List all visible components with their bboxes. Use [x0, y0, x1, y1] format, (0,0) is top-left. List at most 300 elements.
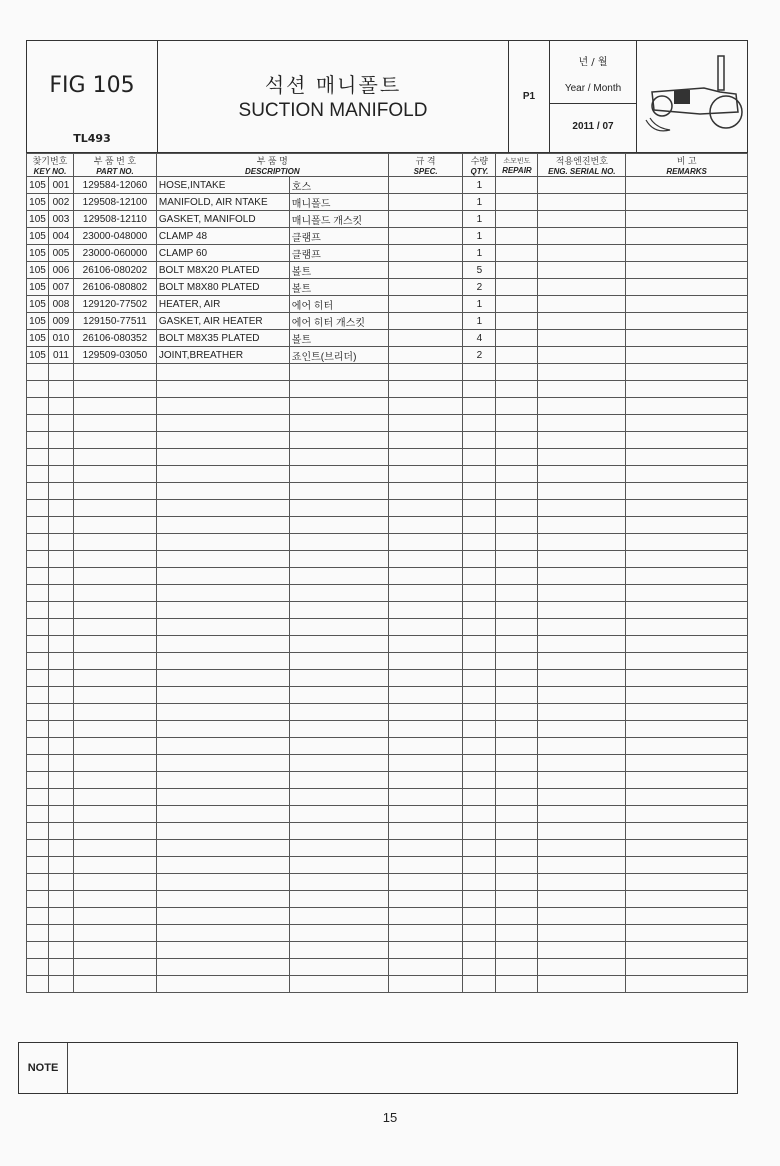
cell-empty — [496, 619, 538, 636]
cell-empty — [48, 449, 73, 466]
cell-empty — [156, 432, 289, 449]
cell-empty — [388, 466, 463, 483]
cell-empty — [496, 296, 538, 313]
cell-empty — [388, 925, 463, 942]
col-desc-header: 부 품 명 DESCRIPTION — [156, 154, 388, 177]
cell-part: 129584-12060 — [73, 177, 156, 194]
cell-empty — [388, 347, 463, 364]
empty-row — [27, 789, 748, 806]
cell-empty — [388, 636, 463, 653]
empty-row — [27, 517, 748, 534]
cell-empty — [626, 738, 748, 755]
cell-empty — [156, 602, 289, 619]
cell-empty — [463, 517, 496, 534]
cell-empty — [496, 840, 538, 857]
cell-part: 26106-080802 — [73, 279, 156, 296]
cell-empty — [27, 925, 49, 942]
cell-empty — [73, 500, 156, 517]
cell-empty — [156, 500, 289, 517]
cell-empty — [289, 534, 388, 551]
cell-empty — [496, 721, 538, 738]
cell-part: 129508-12110 — [73, 211, 156, 228]
cell-qty: 1 — [463, 313, 496, 330]
cell-empty — [27, 738, 49, 755]
cell-empty — [463, 670, 496, 687]
cell-empty — [388, 789, 463, 806]
cell-empty — [289, 449, 388, 466]
cell-empty — [73, 806, 156, 823]
cell-empty — [388, 245, 463, 262]
cell-qty: 4 — [463, 330, 496, 347]
cell-empty — [48, 976, 73, 993]
cell-desc-ko: 매니폴드 개스킷 — [289, 211, 388, 228]
cell-empty — [538, 857, 626, 874]
cell-empty — [538, 755, 626, 772]
cell-empty — [538, 296, 626, 313]
cell-empty — [156, 636, 289, 653]
cell-empty — [73, 942, 156, 959]
cell-empty — [48, 687, 73, 704]
cell-empty — [496, 636, 538, 653]
cell-empty — [48, 432, 73, 449]
cell-empty — [388, 534, 463, 551]
date-value: 2011 / 07 — [572, 120, 614, 132]
cell-empty — [388, 211, 463, 228]
cell-key: 005 — [48, 245, 73, 262]
cell-empty — [388, 959, 463, 976]
cell-empty — [496, 908, 538, 925]
cell-desc-ko: 클램프 — [289, 228, 388, 245]
cell-empty — [156, 891, 289, 908]
empty-row — [27, 908, 748, 925]
cell-empty — [48, 925, 73, 942]
cell-empty — [538, 636, 626, 653]
cell-empty — [388, 806, 463, 823]
cell-empty — [289, 823, 388, 840]
cell-desc-en: HEATER, AIR — [156, 296, 289, 313]
cell-empty — [496, 823, 538, 840]
cell-empty — [463, 568, 496, 585]
cell-qty: 1 — [463, 296, 496, 313]
cell-empty — [27, 653, 49, 670]
cell-empty — [538, 211, 626, 228]
table-row — [27, 245, 748, 262]
cell-empty — [156, 381, 289, 398]
cell-empty — [289, 466, 388, 483]
cell-empty — [289, 874, 388, 891]
empty-row — [27, 704, 748, 721]
cell-empty — [289, 908, 388, 925]
cell-empty — [626, 857, 748, 874]
cell-empty — [496, 585, 538, 602]
cell-empty — [496, 568, 538, 585]
cell-empty — [27, 534, 49, 551]
cell-empty — [463, 976, 496, 993]
cell-empty — [27, 415, 49, 432]
cell-empty — [388, 194, 463, 211]
cell-empty — [156, 449, 289, 466]
col-key-header: 찾기번호 KEY NO. — [27, 154, 74, 177]
cell-empty — [27, 551, 49, 568]
cell-empty — [538, 228, 626, 245]
cell-empty — [496, 364, 538, 381]
cell-empty — [626, 891, 748, 908]
cell-part: 129120-77502 — [73, 296, 156, 313]
cell-empty — [626, 398, 748, 415]
cell-desc-ko: 클램프 — [289, 245, 388, 262]
cell-empty — [463, 500, 496, 517]
cell-empty — [388, 908, 463, 925]
cell-empty — [156, 857, 289, 874]
table-row — [27, 279, 748, 296]
cell-empty — [27, 517, 49, 534]
cell-empty — [496, 330, 538, 347]
cell-empty — [289, 976, 388, 993]
cell-empty — [538, 568, 626, 585]
empty-row — [27, 925, 748, 942]
cell-desc-ko: 에어 히터 — [289, 296, 388, 313]
cell-empty — [27, 874, 49, 891]
cell-empty — [48, 823, 73, 840]
cell-empty — [289, 891, 388, 908]
cell-empty — [626, 925, 748, 942]
cell-qty: 2 — [463, 347, 496, 364]
cell-empty — [626, 585, 748, 602]
empty-row — [27, 755, 748, 772]
cell-empty — [73, 585, 156, 602]
empty-row — [27, 772, 748, 789]
cell-empty — [626, 330, 748, 347]
cell-desc-ko: 볼트 — [289, 330, 388, 347]
cell-empty — [27, 568, 49, 585]
cell-empty — [626, 874, 748, 891]
cell-empty — [289, 500, 388, 517]
cell-empty — [463, 415, 496, 432]
cell-empty — [73, 398, 156, 415]
cell-empty — [496, 313, 538, 330]
cell-empty — [289, 483, 388, 500]
cell-key: 007 — [48, 279, 73, 296]
cell-empty — [388, 432, 463, 449]
cell-empty — [156, 483, 289, 500]
table-row — [27, 313, 748, 330]
cell-empty — [388, 840, 463, 857]
cell-empty — [496, 959, 538, 976]
cell-empty — [48, 585, 73, 602]
cell-empty — [73, 568, 156, 585]
cell-empty — [388, 517, 463, 534]
col-remarks-header: 비 고 REMARKS — [626, 154, 748, 177]
cell-part: 26106-080202 — [73, 262, 156, 279]
cell-fig: 105 — [27, 194, 49, 211]
cell-empty — [538, 789, 626, 806]
parts-table — [26, 153, 748, 993]
cell-empty — [626, 704, 748, 721]
cell-key: 004 — [48, 228, 73, 245]
cell-empty — [48, 670, 73, 687]
cell-empty — [156, 840, 289, 857]
cell-empty — [156, 755, 289, 772]
cell-empty — [27, 704, 49, 721]
cell-fig: 105 — [27, 296, 49, 313]
cell-empty — [538, 381, 626, 398]
cell-desc-ko: 호스 — [289, 177, 388, 194]
cell-desc-ko: 볼트 — [289, 279, 388, 296]
table-row — [27, 194, 748, 211]
cell-empty — [626, 670, 748, 687]
cell-empty — [538, 262, 626, 279]
cell-empty — [27, 959, 49, 976]
cell-empty — [27, 602, 49, 619]
cell-empty — [73, 483, 156, 500]
cell-part: 23000-048000 — [73, 228, 156, 245]
cell-empty — [463, 840, 496, 857]
cell-empty — [48, 738, 73, 755]
table-row — [27, 296, 748, 313]
cell-empty — [538, 194, 626, 211]
cell-empty — [496, 653, 538, 670]
cell-empty — [73, 755, 156, 772]
cell-empty — [289, 636, 388, 653]
empty-row — [27, 602, 748, 619]
empty-row — [27, 840, 748, 857]
cell-empty — [73, 670, 156, 687]
cell-empty — [73, 619, 156, 636]
empty-row — [27, 857, 748, 874]
cell-empty — [496, 500, 538, 517]
cell-desc-en: HOSE,INTAKE — [156, 177, 289, 194]
empty-row — [27, 823, 748, 840]
cell-empty — [626, 517, 748, 534]
empty-row — [27, 568, 748, 585]
cell-key: 003 — [48, 211, 73, 228]
cell-empty — [626, 636, 748, 653]
cell-fig: 105 — [27, 228, 49, 245]
cell-empty — [73, 772, 156, 789]
table-row — [27, 262, 748, 279]
cell-empty — [156, 585, 289, 602]
cell-empty — [626, 483, 748, 500]
cell-empty — [626, 534, 748, 551]
cell-empty — [626, 959, 748, 976]
cell-empty — [626, 772, 748, 789]
cell-empty — [27, 381, 49, 398]
cell-empty — [496, 738, 538, 755]
cell-empty — [388, 942, 463, 959]
cell-empty — [538, 772, 626, 789]
cell-empty — [48, 517, 73, 534]
cell-empty — [463, 466, 496, 483]
cell-empty — [73, 891, 156, 908]
cell-empty — [156, 619, 289, 636]
cell-empty — [73, 517, 156, 534]
cell-qty: 1 — [463, 177, 496, 194]
cell-fig: 105 — [27, 347, 49, 364]
cell-empty — [463, 755, 496, 772]
cell-empty — [496, 279, 538, 296]
cell-empty — [538, 551, 626, 568]
cell-empty — [496, 789, 538, 806]
empty-row — [27, 636, 748, 653]
cell-empty — [463, 653, 496, 670]
cell-empty — [156, 738, 289, 755]
cell-empty — [626, 262, 748, 279]
cell-empty — [27, 806, 49, 823]
cell-empty — [73, 976, 156, 993]
cell-empty — [289, 942, 388, 959]
cell-empty — [388, 670, 463, 687]
cell-empty — [626, 806, 748, 823]
cell-empty — [538, 602, 626, 619]
cell-empty — [626, 823, 748, 840]
cell-empty — [27, 619, 49, 636]
cell-empty — [463, 534, 496, 551]
cell-fig: 105 — [27, 211, 49, 228]
header-row — [27, 154, 748, 177]
tractor-icon — [640, 48, 744, 140]
cell-fig: 105 — [27, 313, 49, 330]
date-divider — [549, 103, 637, 104]
cell-empty — [496, 874, 538, 891]
cell-empty — [289, 925, 388, 942]
cell-empty — [538, 449, 626, 466]
note-box — [18, 1042, 738, 1094]
cell-qty: 1 — [463, 211, 496, 228]
cell-empty — [463, 483, 496, 500]
cell-empty — [156, 534, 289, 551]
cell-empty — [73, 738, 156, 755]
cell-fig: 105 — [27, 262, 49, 279]
cell-empty — [156, 789, 289, 806]
cell-empty — [388, 483, 463, 500]
cell-empty — [388, 568, 463, 585]
cell-qty: 1 — [463, 194, 496, 211]
cell-empty — [27, 500, 49, 517]
cell-empty — [538, 891, 626, 908]
cell-empty — [538, 704, 626, 721]
cell-empty — [538, 517, 626, 534]
cell-empty — [626, 211, 748, 228]
cell-empty — [48, 840, 73, 857]
cell-empty — [27, 483, 49, 500]
fig-number: FIG 105 — [49, 72, 135, 98]
cell-empty — [626, 347, 748, 364]
cell-empty — [538, 466, 626, 483]
empty-row — [27, 738, 748, 755]
cell-empty — [538, 653, 626, 670]
cell-empty — [626, 381, 748, 398]
cell-empty — [496, 245, 538, 262]
cell-empty — [289, 772, 388, 789]
cell-key: 001 — [48, 177, 73, 194]
cell-empty — [156, 806, 289, 823]
cell-empty — [48, 789, 73, 806]
note-label: NOTE — [19, 1043, 68, 1093]
cell-empty — [73, 840, 156, 857]
title-korean: 석션 매니폴트 — [264, 72, 402, 97]
cell-empty — [463, 704, 496, 721]
cell-empty — [626, 313, 748, 330]
cell-empty — [27, 789, 49, 806]
parts-rows — [27, 177, 748, 993]
cell-empty — [27, 891, 49, 908]
cell-empty — [48, 653, 73, 670]
cell-empty — [27, 976, 49, 993]
table-row — [27, 177, 748, 194]
cell-empty — [388, 330, 463, 347]
cell-empty — [626, 721, 748, 738]
cell-desc-en: BOLT M8X80 PLATED — [156, 279, 289, 296]
cell-empty — [626, 279, 748, 296]
cell-empty — [538, 245, 626, 262]
empty-row — [27, 653, 748, 670]
cell-empty — [496, 687, 538, 704]
cell-fig: 105 — [27, 245, 49, 262]
cell-empty — [463, 942, 496, 959]
empty-row — [27, 976, 748, 993]
cell-empty — [388, 279, 463, 296]
cell-empty — [626, 976, 748, 993]
empty-row — [27, 483, 748, 500]
cell-empty — [626, 653, 748, 670]
cell-desc-en: CLAMP 48 — [156, 228, 289, 245]
cell-part: 23000-060000 — [73, 245, 156, 262]
cell-empty — [289, 789, 388, 806]
cell-empty — [27, 755, 49, 772]
cell-empty — [538, 823, 626, 840]
cell-empty — [538, 908, 626, 925]
cell-empty — [156, 653, 289, 670]
cell-empty — [27, 398, 49, 415]
cell-desc-en: JOINT,BREATHER — [156, 347, 289, 364]
cell-empty — [538, 619, 626, 636]
cell-empty — [538, 687, 626, 704]
cell-part: 129509-03050 — [73, 347, 156, 364]
cell-empty — [156, 908, 289, 925]
cell-empty — [388, 653, 463, 670]
cell-empty — [156, 772, 289, 789]
cell-empty — [538, 874, 626, 891]
page-label: P1 — [522, 90, 536, 102]
cell-empty — [463, 687, 496, 704]
empty-row — [27, 534, 748, 551]
cell-empty — [463, 823, 496, 840]
empty-row — [27, 364, 748, 381]
cell-empty — [626, 619, 748, 636]
cell-empty — [27, 840, 49, 857]
cell-empty — [27, 449, 49, 466]
cell-empty — [289, 364, 388, 381]
cell-empty — [48, 381, 73, 398]
cell-empty — [496, 857, 538, 874]
cell-empty — [626, 245, 748, 262]
cell-empty — [538, 925, 626, 942]
col-repair-header: 소모빈도 REPAIR — [496, 154, 538, 177]
cell-empty — [388, 500, 463, 517]
cell-empty — [538, 483, 626, 500]
cell-empty — [538, 415, 626, 432]
cell-empty — [463, 602, 496, 619]
cell-empty — [73, 687, 156, 704]
cell-empty — [73, 823, 156, 840]
cell-empty — [626, 789, 748, 806]
cell-empty — [626, 466, 748, 483]
cell-empty — [463, 908, 496, 925]
cell-empty — [463, 619, 496, 636]
cell-empty — [463, 857, 496, 874]
cell-empty — [156, 364, 289, 381]
cell-empty — [388, 772, 463, 789]
